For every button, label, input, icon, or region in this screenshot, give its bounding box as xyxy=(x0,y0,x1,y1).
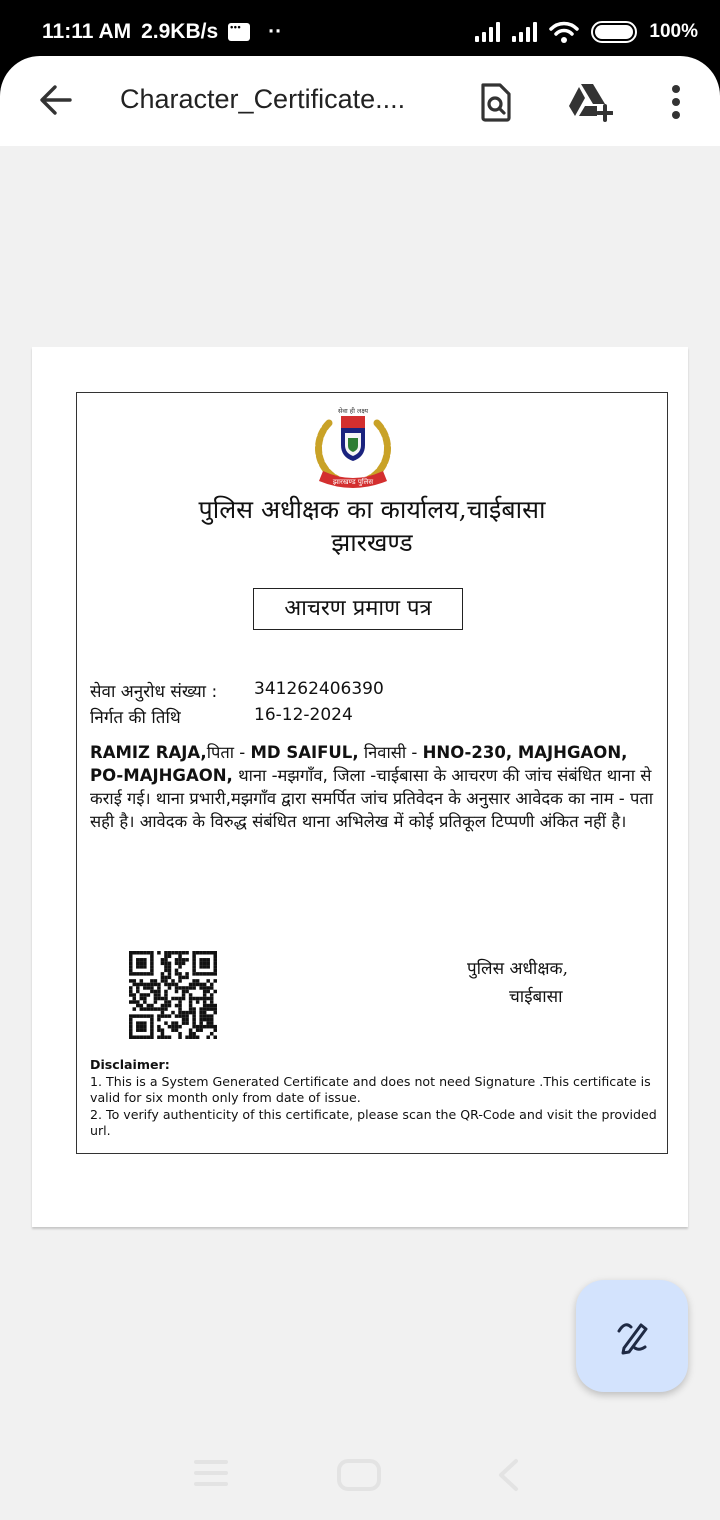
body-rest: थाना -मझगाँव, जिला -चाईबासा के आचरण की जांच संबंधित थाना से कराई गई। थाना प्रभारी,मझगाँव द्वारा समर्पित जांच प्रतिवेदन के अनुसार आवेदक का नाम - पता सही है। आवेदक के विरुद्ध संबंधित थाना अभिलेख में कोई प्रतिकूल टिप्पणी अंकित नहीं है। xyxy=(90,766,654,831)
back-button[interactable] xyxy=(34,78,78,122)
applicant-name: RAMIZ RAJA, xyxy=(90,743,207,762)
menu-icon xyxy=(194,1458,228,1488)
service-request-row xyxy=(90,679,384,702)
system-nav-bar xyxy=(0,1420,720,1520)
document-title: Character_Certificate.... xyxy=(120,84,406,114)
certificate-title: आचरण प्रमाण पत्र xyxy=(253,588,463,630)
signatory xyxy=(467,955,568,1011)
nav-back-button[interactable] xyxy=(496,1458,520,1496)
father-label: पिता - xyxy=(206,743,251,762)
notification-dots: ·· xyxy=(268,20,283,43)
status-time: 11:11 AM xyxy=(42,20,132,43)
status-right xyxy=(475,20,698,44)
certificate-body xyxy=(90,741,660,833)
disclaimer-item-1: 1. This is a System Generated Certificate and does not need Signature .This certificate is valid for six month only from date of issue. xyxy=(90,1073,651,1105)
save-to-drive-button[interactable] xyxy=(566,78,614,126)
office-heading xyxy=(77,493,667,559)
find-in-document-button[interactable] xyxy=(472,78,520,126)
recents-button[interactable] xyxy=(194,1458,228,1492)
back-arrow-icon xyxy=(34,78,78,122)
service-request-label: सेवा अनुरोध संख्या : xyxy=(90,682,218,702)
back-icon xyxy=(496,1458,520,1492)
more-vert-icon xyxy=(671,84,681,120)
pdf-page[interactable] xyxy=(32,347,688,1227)
status-bar xyxy=(0,0,720,58)
disclaimer-item-2: 2. To verify authenticity of this certificate, please scan the QR-Code and visit the provided url. xyxy=(90,1106,657,1138)
search-document-icon xyxy=(478,82,514,122)
father-name: MD SAIFUL, xyxy=(250,743,359,762)
edit-pen-icon xyxy=(611,1315,653,1357)
police-emblem-icon xyxy=(307,405,399,497)
home-button[interactable] xyxy=(336,1458,382,1496)
signal-icon xyxy=(475,22,500,42)
battery-percent: 100% xyxy=(649,21,698,42)
resident-label: निवासी - xyxy=(358,743,423,762)
more-options-button[interactable] xyxy=(652,78,700,126)
certificate-frame xyxy=(76,392,668,1154)
issue-date-label: निर्गत की तिथि xyxy=(90,708,181,728)
qr-code xyxy=(129,951,217,1039)
wifi-icon xyxy=(549,20,579,44)
network-speed: 2.9KB/s xyxy=(141,20,219,43)
issue-date-value: 16-12-2024 xyxy=(254,705,353,725)
office-line-1: पुलिस अधीक्षक का कार्यालय,चाईबासा xyxy=(198,495,546,524)
office-line-2: झारखण्ड xyxy=(331,528,413,557)
status-left xyxy=(42,20,282,44)
disclaimer xyxy=(90,1057,660,1140)
battery-icon xyxy=(591,21,637,43)
signatory-line-1: पुलिस अधीक्षक, xyxy=(467,959,568,979)
app-bar xyxy=(0,56,720,146)
signatory-line-2: चाईबासा xyxy=(509,987,563,1007)
signal-icon xyxy=(512,22,537,42)
home-icon xyxy=(336,1458,382,1492)
applicant-address: HNO-230, MAJHGAON, PO-MAJHGAON, xyxy=(90,743,628,785)
issue-date-row xyxy=(90,705,353,728)
svg-text:सेवा ही लक्ष्य: सेवा ही लक्ष्य xyxy=(337,407,369,415)
drive-add-icon xyxy=(567,82,613,122)
svg-text:झारखण्ड पुलिस: झारखण्ड पुलिस xyxy=(332,478,374,486)
message-icon xyxy=(228,23,250,41)
document-viewer[interactable] xyxy=(0,146,720,1520)
service-request-value: 341262406390 xyxy=(254,679,384,699)
annotate-fab-button[interactable] xyxy=(576,1280,688,1392)
disclaimer-heading: Disclaimer: xyxy=(90,1057,170,1072)
